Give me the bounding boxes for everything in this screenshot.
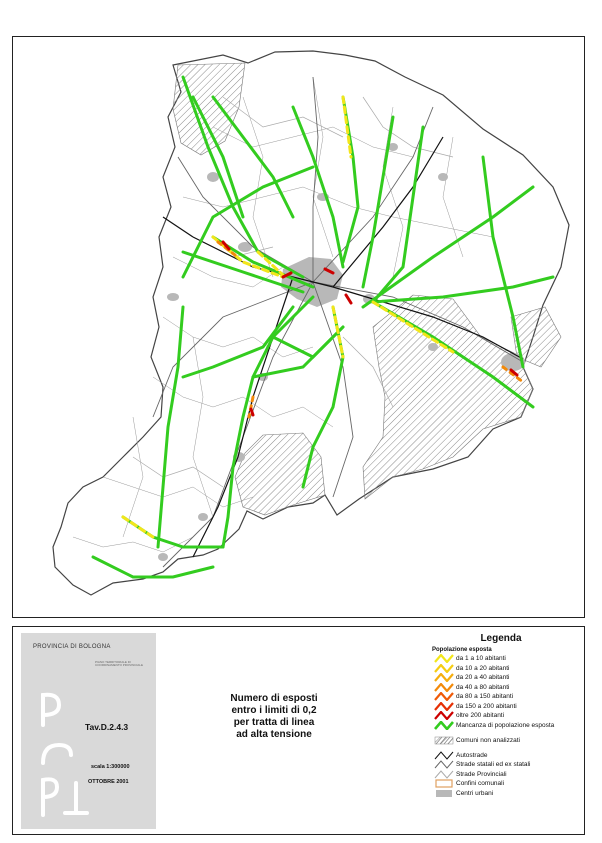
legend-swatch bbox=[434, 760, 454, 769]
legend-label: Autostrade bbox=[456, 751, 488, 759]
map-title-line: ad alta tensione bbox=[236, 729, 312, 740]
legend-item-state-roads bbox=[426, 760, 576, 770]
province-name: PROVINCIA DI BOLOGNA bbox=[33, 644, 111, 650]
map-title-line: entro i limiti di 0,2 bbox=[231, 705, 317, 716]
map-title bbox=[216, 693, 332, 741]
legend-item-pop-1 bbox=[426, 654, 576, 664]
map-title-line: Numero di esposti bbox=[230, 693, 318, 704]
map-scale: scala 1:300000 bbox=[91, 764, 130, 770]
map-date: OTTOBRE 2001 bbox=[88, 779, 129, 785]
map-title-line: per tratta di linea bbox=[233, 717, 315, 728]
legend-item-pop-7 bbox=[426, 711, 576, 721]
legend-label: da 20 a 40 abitanti bbox=[456, 674, 510, 681]
legend-item-not-analyzed bbox=[426, 736, 576, 747]
legend-label: da 150 a 200 abitanti bbox=[456, 702, 517, 710]
legend-swatch bbox=[434, 683, 454, 692]
legend-label: oltre 200 abitanti bbox=[456, 712, 505, 719]
legend-label: da 80 a 150 abitanti bbox=[456, 693, 514, 700]
legend-population-heading: Popolazione esposta bbox=[432, 647, 492, 653]
legend-item-boundaries bbox=[426, 779, 576, 789]
legend-item-pop-3 bbox=[426, 673, 576, 683]
legend-swatch bbox=[434, 770, 454, 779]
logo-panel bbox=[21, 633, 156, 829]
plan-name: PIANO TERRITORIALE DI COORDINAMENTO PROVINCIALE bbox=[95, 660, 143, 668]
legend-swatch bbox=[434, 702, 454, 711]
legend-label: da 1 a 10 abitanti bbox=[456, 655, 506, 662]
legend-label: Confini comunali bbox=[456, 780, 505, 787]
legend-swatch bbox=[434, 654, 454, 663]
legend-swatch bbox=[434, 664, 454, 673]
legend-label: Mancanza di popolazione esposta bbox=[456, 721, 555, 729]
legend-item-pop-4 bbox=[426, 683, 576, 693]
legend-item-provincial-roads bbox=[426, 770, 576, 780]
legend-label: Comuni non analizzati bbox=[456, 736, 520, 744]
legend-swatch bbox=[434, 721, 454, 730]
legend-title: Legenda bbox=[480, 633, 522, 644]
legend-hatch-swatch bbox=[434, 736, 454, 745]
legend-label: Centri urbani bbox=[456, 789, 494, 797]
legend-item-pop-2 bbox=[426, 664, 576, 674]
table-number: Tav.D.2.4.3 bbox=[85, 722, 129, 732]
legend-item-motorways bbox=[426, 751, 576, 761]
legend-label: da 40 a 80 abitanti bbox=[456, 683, 510, 691]
legend-swatch bbox=[434, 751, 454, 760]
legend-item-urban bbox=[426, 789, 576, 799]
legend-item-pop-6 bbox=[426, 702, 576, 712]
legend-label: Strade Provinciali bbox=[456, 770, 507, 778]
legend-item-pop-5 bbox=[426, 692, 576, 702]
legend bbox=[426, 633, 576, 798]
legend-swatch bbox=[434, 779, 454, 788]
legend-swatch bbox=[434, 673, 454, 682]
legend-swatch bbox=[434, 711, 454, 720]
legend-item-no-exposure bbox=[426, 721, 576, 732]
legend-swatch bbox=[434, 789, 454, 798]
legend-swatch bbox=[434, 692, 454, 701]
map-canvas[interactable] bbox=[13, 37, 584, 617]
legend-label: Strade statali ed ex statali bbox=[456, 761, 531, 768]
legend-label: da 10 a 20 abitanti bbox=[456, 664, 510, 672]
ptcp-logo-icon bbox=[25, 685, 101, 825]
